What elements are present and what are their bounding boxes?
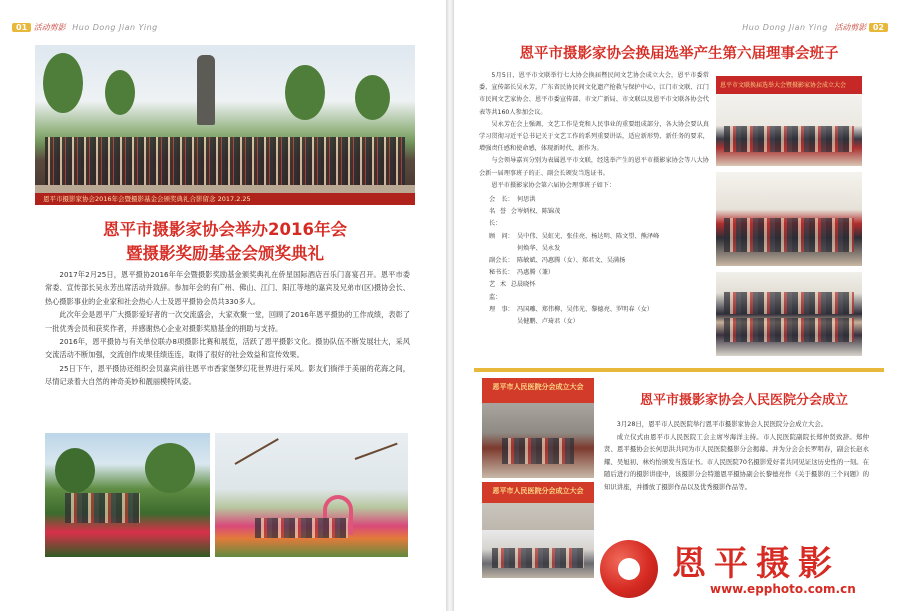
photo-voting <box>716 172 862 266</box>
photo-lecture <box>482 482 594 578</box>
page-gutter <box>446 0 454 611</box>
watermark-url: www.epphoto.com.cn <box>710 582 856 596</box>
article-body <box>479 70 709 328</box>
section-title-pinyin: Huo Dong Jian Ying <box>742 23 828 32</box>
section-title-pinyin: Huo Dong Jian Ying <box>72 23 158 32</box>
paragraph: 25日下午，恩平摄协还组织会员嘉宾前往恩平市香家堡梦幻花世界进行采风。影友们徜徉于美丽的花海之间，尽情记录着大自然的神奇美妙和靓丽模特风姿。 <box>45 363 410 387</box>
officer-row: 秘书长： 冯惠腾（兼） <box>489 269 555 277</box>
officer-row: 何焕华、吴永发 <box>517 244 561 252</box>
photo-council-group <box>716 272 862 356</box>
officer-row: 顾 问： 吴中伟、吴虹光、张佳亮、杨达明、陈文望、熊泽峰 <box>489 232 660 240</box>
officer-row: 艺术总监： 晨晓怀 <box>489 281 536 301</box>
section-title: 活动剪影 <box>33 23 66 32</box>
paragraph: 恩平市摄影家协会第六届协会理事班子如下： <box>491 181 616 189</box>
section-title: 活动剪影 <box>834 23 867 32</box>
paragraph: 5月5日，恩平市文联举行七大协会换届暨民间文艺协会成立大会，恩平市委常委、宣传部长吴永芳，广东省民协民间文化遗产抢救与保护中心、江门市文联、江门市民间文艺家协会、恩平市委宣传部、市文广新局、市文联以及恩平市文联各协会代表等共160人参加会议。 <box>479 72 709 116</box>
paragraph: 2016年，恩平摄协与有关单位联办8项摄影比赛和展览，活跃了恩平摄影文化。摄协队伍不断发展壮大，采风交流活动不断加强，交流创作成果佳绩连连，取得了很好的社会效益和宣传效果。 <box>45 337 410 360</box>
officer-row: 会 长： 何思洪 <box>489 196 536 204</box>
watermark-brand: 恩平摄影 <box>672 544 840 584</box>
statue <box>197 55 215 125</box>
photo-photographers-in-garden <box>45 433 210 557</box>
page-number: 02 <box>869 23 888 32</box>
article-title-line-1: 恩平市摄影家协会举办2016年会 <box>103 220 347 239</box>
officer-row: 副会长： 陈敏斌、冯惠腾（女）、郑君文、吴满扬 <box>489 257 626 265</box>
officer-row: 名誉会长： 岑炳权、陈锦茂 <box>489 208 561 228</box>
left-page-header <box>12 22 432 36</box>
article-body <box>45 268 410 389</box>
group-photo <box>35 45 415 205</box>
officer-list <box>479 194 709 328</box>
group-members <box>45 137 405 185</box>
paragraph: 3月28日，恩平市人民医院举行恩平市摄影家协会人民医院分会成立大会。 <box>616 420 828 428</box>
right-page-header <box>468 22 888 36</box>
officer-row: 吴健鹏、卢琦君（女） <box>517 318 579 326</box>
page-number: 01 <box>12 23 31 32</box>
article-title <box>40 218 410 266</box>
article-title: 恩平市摄影家协会人民医院分会成立 <box>639 393 848 408</box>
paragraph: 此次年会是恩平广大摄影爱好者的一次交流盛会，大家欢聚一堂，回顾了2016年恩平摄协的工作成绩，表彰了一批优秀会员和获奖作者，并感谢热心企业对摄影奖励基金的捐助与支持。 <box>45 310 410 333</box>
paragraph: 成立仪式由恩平市人民医院工会主席岑海洋主持。市人民医院副院长郑仲贤致辞。郑仲贤、恩平摄协会长何思洪共同为市人民医院摄影分会揭幕。并为分会会长罗明春，副会长赵永耀、吴旭初、林灼怡颁发当选证书。市人民医院70名摄影爱好者共同见证这历史性的一刻。在随后进行的摄影讲座中，该摄影分会特邀恩平摄协副会长黎德亮作《关于摄影的三个问题》的知识讲座，并播放了摄影作品以及优秀摄影作品等。 <box>604 432 869 491</box>
photo-flower-garden <box>215 433 408 557</box>
paragraph: 2017年2月25日，恩平摄协2016年年会暨摄影奖励基金颁奖典礼在侨星国际酒店百乐门喜宴召开。恩平市委常委、宣传部长吴永芳出席活动并致辞。参加年会的有广州、佛山、江门、阳江等地的嘉宾及兄弟市(区)摄协会长、热心摄影事业的企业家和社会热心人士及恩平摄协会员共330多人。 <box>45 270 410 306</box>
article-body <box>604 418 869 494</box>
paragraph: 与会领导嘉宾分别为表属恩平市文联，经选举产生的恩平市摄影家协会等八大协会新一届理事班子的正、副会长颁发当选证书。 <box>479 157 709 177</box>
paragraph: 吴永芳在会上强调，文艺工作是党和人民事业的重要组成部分，各大协会要认真学习贯彻习近平总书记关于文艺工作的系列重要讲话，适应新形势、新任务的要求，增强责任感和使命感，体现新时代、新作为。 <box>479 120 709 153</box>
watermark <box>600 530 895 605</box>
photo-banner: 恩平市人民医院分会成立大会 <box>492 487 584 495</box>
left-page <box>0 0 446 611</box>
photo-unveiling <box>482 378 594 478</box>
section-divider <box>474 368 884 372</box>
photo-caption: 恩平市摄影家协会2016年会暨摄影基金会颁奖典礼合影留念 2017.2.25 <box>35 193 415 205</box>
photo-banner: 恩平市文联换届选举大会暨摄影家协会成立大会 <box>720 82 847 89</box>
photo-banner: 恩平市人民医院分会成立大会 <box>492 383 584 391</box>
right-page <box>454 0 900 611</box>
officer-row: 理 事： 冯国雕、郑伟柳、吴伟光、黎德亮、罗明春（女） <box>489 305 654 313</box>
camera-logo-icon <box>600 540 658 598</box>
article-title: 恩平市摄影家协会换届选举产生第六届理事会班子 <box>519 46 839 62</box>
photo-election-meeting <box>716 76 862 166</box>
article-title-line-2: 暨摄影奖励基金会颁奖典礼 <box>126 244 324 263</box>
